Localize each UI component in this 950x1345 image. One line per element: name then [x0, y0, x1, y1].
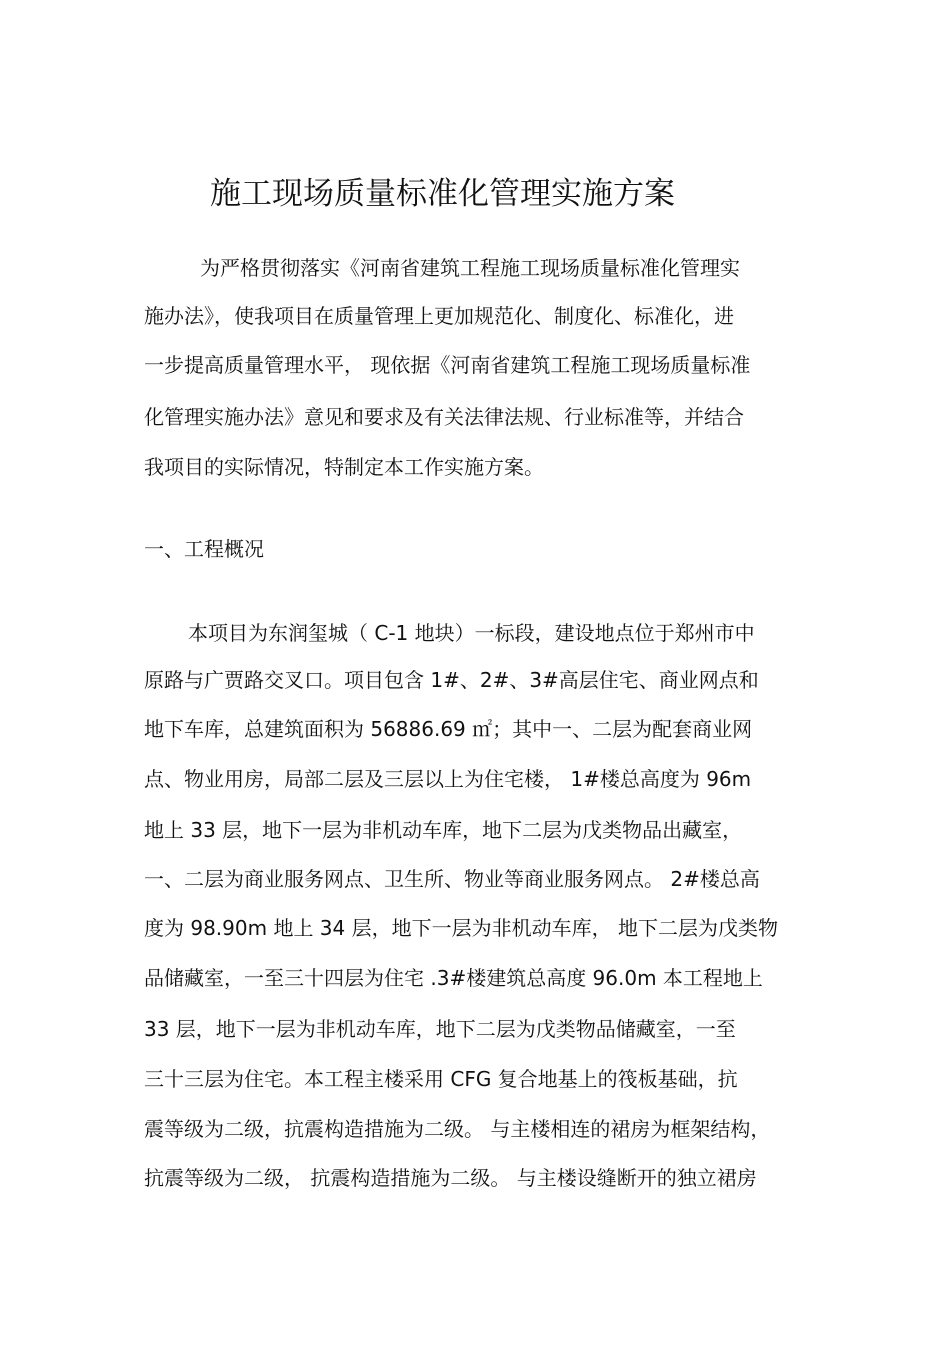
intro-line-3: 一步提高质量管理水平， 现依据《河南省建筑工程施工现场质量标准: [144, 353, 751, 377]
body-line-7: 度为 98.90m 地上 34 层，地下一层为非机动车库， 地下二层为戊类物: [144, 916, 778, 940]
body-line-9: 33 层，地下一层为非机动车库，地下二层为戊类物品储藏室，一至: [144, 1017, 736, 1041]
body-line-10: 三十三层为住宅。本工程主楼采用 CFG 复合地基上的筏板基础，抗: [144, 1067, 738, 1091]
body-line-11: 震等级为二级，抗震构造措施为二级。 与主楼相连的裙房为框架结构，: [144, 1117, 771, 1141]
body-line-4: 点、物业用房，局部二层及三层以上为住宅楼， 1#楼总高度为 96m: [144, 767, 752, 791]
body-line-2: 原路与广贾路交叉口。项目包含 1#、2#、3#高层住宅、商业网点和: [144, 668, 759, 692]
section-heading: 一、工程概况: [144, 537, 264, 561]
body-line-8: 品储藏室，一至三十四层为住宅 .3#楼建筑总高度 96.0m 本工程地上: [144, 966, 763, 990]
intro-line-5: 我项目的实际情况，特制定本工作实施方案。: [144, 455, 544, 479]
body-line-1: 本项目为东润玺城（ C-1 地块）一标段，建设地点位于郑州市中: [188, 621, 755, 645]
intro-line-1: 为严格贯彻落实《河南省建筑工程施工现场质量标准化管理实: [200, 256, 740, 280]
body-line-12: 抗震等级为二级， 抗震构造措施为二级。 与主楼设缝断开的独立裙房: [144, 1166, 757, 1190]
document-title: 施工现场质量标准化管理实施方案: [210, 176, 675, 212]
body-line-5: 地上 33 层，地下一层为非机动车库，地下二层为戊类物品出藏室，: [144, 818, 743, 842]
intro-line-4: 化管理实施办法》意见和要求及有关法律法规、行业标准等，并结合: [144, 405, 744, 429]
intro-line-2: 施办法》，使我项目在质量管理上更加规范化、制度化、标准化，进: [144, 304, 734, 328]
body-line-3: 地下车库，总建筑面积为 56886.69 ㎡；其中一、二层为配套商业网: [144, 717, 753, 741]
body-line-6: 一、二层为商业服务网点、卫生所、物业等商业服务网点。 2#楼总高: [144, 867, 760, 891]
